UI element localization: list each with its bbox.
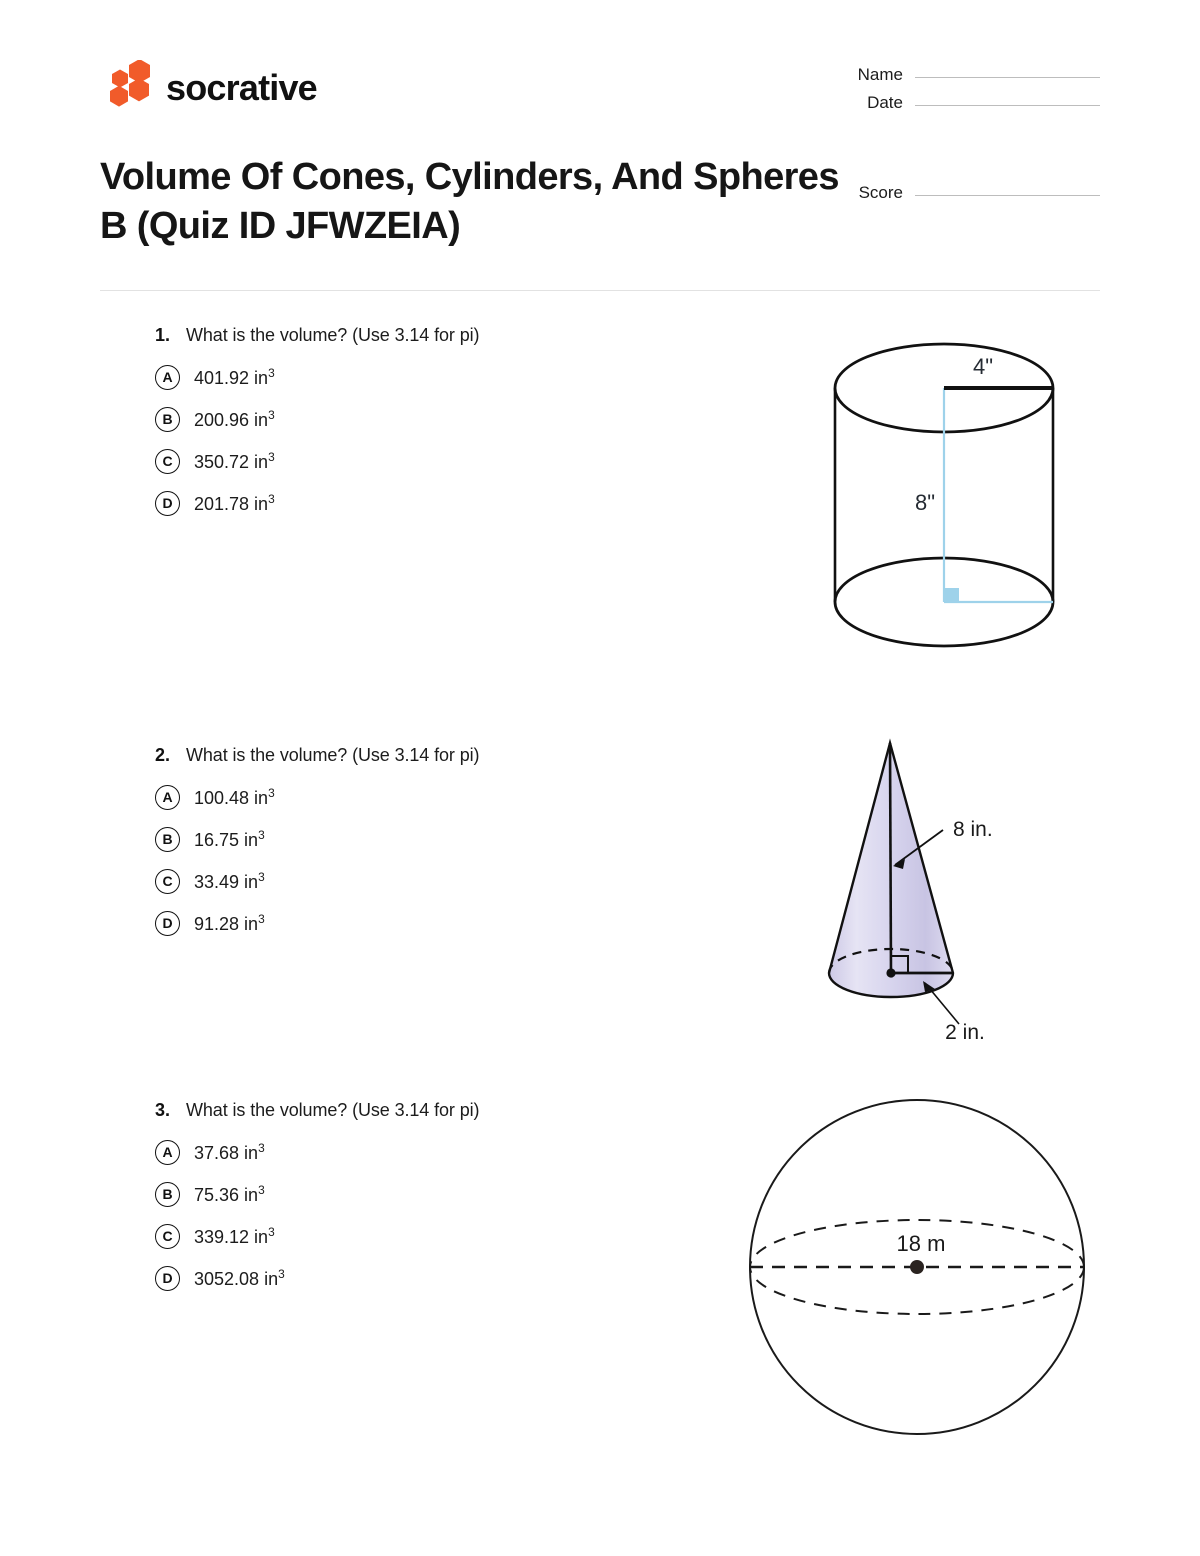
- page-title: Volume Of Cones, Cylinders, And Spheres B (Quiz ID JFWZEIA): [100, 156, 839, 247]
- choice-bubble-b[interactable]: B: [155, 827, 180, 852]
- choice-exponent-b: 3: [258, 1182, 265, 1197]
- score-row: [820, 183, 1100, 203]
- sphere-diameter-label: 18 m: [896, 1231, 946, 1256]
- name-label: Name: [857, 65, 903, 84]
- question-1-header: [155, 325, 755, 346]
- choice-bubble-a[interactable]: A: [155, 1140, 180, 1165]
- choice-exponent-a: 3: [258, 1140, 265, 1155]
- choice-label-d: [194, 912, 265, 935]
- brand-logo: [100, 60, 317, 116]
- choice-exponent-a: 3: [268, 365, 275, 380]
- choice-value-a: 401.92 in: [194, 367, 269, 388]
- cylinder-height-label: 8": [914, 490, 936, 515]
- question-2-choice-b[interactable]: [155, 818, 755, 860]
- cylinder-radius-label: 4": [972, 354, 994, 379]
- choice-label-c: [194, 1225, 275, 1248]
- choice-bubble-b[interactable]: B: [155, 407, 180, 432]
- question-3-choice-b[interactable]: [155, 1173, 755, 1215]
- question-3-choice-c[interactable]: [155, 1215, 755, 1257]
- question-3-prompt: What is the volume? (Use 3.14 for pi): [186, 1100, 480, 1120]
- choice-label-c: [194, 450, 275, 473]
- choice-exponent-b: 3: [268, 407, 275, 422]
- question-1-choice-c[interactable]: [155, 440, 755, 482]
- score-input-line[interactable]: [915, 195, 1100, 196]
- choice-value-c: 339.12 in: [194, 1226, 269, 1247]
- choice-value-d: 91.28 in: [194, 913, 259, 934]
- question-2-choice-c[interactable]: [155, 860, 755, 902]
- choice-bubble-d[interactable]: D: [155, 1266, 180, 1291]
- question-3-choice-a[interactable]: [155, 1131, 755, 1173]
- question-1-prompt: What is the volume? (Use 3.14 for pi): [186, 325, 480, 345]
- choice-exponent-d: 3: [278, 1266, 285, 1281]
- choice-bubble-c[interactable]: C: [155, 449, 180, 474]
- date-label: Date: [867, 93, 903, 112]
- page-header: [100, 55, 1100, 255]
- question-1-choice-d[interactable]: [155, 482, 755, 524]
- choice-bubble-c[interactable]: C: [155, 869, 180, 894]
- choice-label-b: [194, 408, 275, 431]
- choice-label-c: [194, 870, 265, 893]
- figure-cone: [815, 735, 1095, 1060]
- question-2-choice-a[interactable]: [155, 776, 755, 818]
- cone-radius-label: 2 in.: [945, 1021, 985, 1044]
- name-row: [820, 65, 1100, 85]
- figure-sphere: [745, 1085, 1095, 1460]
- question-3: [155, 1100, 755, 1299]
- question-1-number: 1.: [155, 325, 171, 345]
- choice-value-b: 16.75 in: [194, 829, 259, 850]
- choice-label-a: [194, 366, 275, 389]
- question-1-choice-a[interactable]: [155, 356, 755, 398]
- date-row: [820, 93, 1100, 113]
- choice-label-a: [194, 1141, 265, 1164]
- choice-bubble-c[interactable]: C: [155, 1224, 180, 1249]
- choice-label-b: [194, 828, 265, 851]
- question-3-number: 3.: [155, 1100, 171, 1120]
- student-info-block: [820, 65, 1100, 211]
- choice-bubble-d[interactable]: D: [155, 491, 180, 516]
- choice-label-d: [194, 492, 275, 515]
- header-divider: [100, 290, 1100, 291]
- question-3-choice-d[interactable]: [155, 1257, 755, 1299]
- question-3-header: [155, 1100, 755, 1121]
- question-2-header: [155, 745, 755, 766]
- choice-bubble-a[interactable]: A: [155, 365, 180, 390]
- question-1-choice-b[interactable]: [155, 398, 755, 440]
- brand-name: socrative: [166, 67, 317, 108]
- question-1: [155, 325, 755, 524]
- socrative-hex-logo-icon: [100, 60, 152, 116]
- choice-value-c: 33.49 in: [194, 871, 259, 892]
- choice-label-b: [194, 1183, 265, 1206]
- question-2-number: 2.: [155, 745, 171, 765]
- choice-exponent-c: 3: [268, 1224, 275, 1239]
- choice-bubble-d[interactable]: D: [155, 911, 180, 936]
- choice-value-a: 37.68 in: [194, 1142, 259, 1163]
- choice-label-d: [194, 1267, 285, 1290]
- figure-cylinder: [815, 330, 1075, 665]
- question-2: [155, 745, 755, 944]
- choice-value-a: 100.48 in: [194, 787, 269, 808]
- choice-exponent-c: 3: [268, 449, 275, 464]
- choice-value-c: 350.72 in: [194, 451, 269, 472]
- choice-exponent-a: 3: [268, 785, 275, 800]
- choice-bubble-b[interactable]: B: [155, 1182, 180, 1207]
- cone-height-label: 8 in.: [953, 818, 993, 841]
- score-label: Score: [858, 183, 903, 202]
- question-2-prompt: What is the volume? (Use 3.14 for pi): [186, 745, 480, 765]
- choice-value-d: 201.78 in: [194, 493, 269, 514]
- choice-value-d: 3052.08 in: [194, 1268, 279, 1289]
- date-input-line[interactable]: [915, 105, 1100, 106]
- choice-value-b: 75.36 in: [194, 1184, 259, 1205]
- choice-value-b: 200.96 in: [194, 409, 269, 430]
- question-2-choice-d[interactable]: [155, 902, 755, 944]
- choice-exponent-d: 3: [268, 491, 275, 506]
- choice-exponent-c: 3: [258, 869, 265, 884]
- name-input-line[interactable]: [915, 77, 1100, 78]
- choice-exponent-b: 3: [258, 827, 265, 842]
- choice-label-a: [194, 786, 275, 809]
- choice-exponent-d: 3: [258, 911, 265, 926]
- choice-bubble-a[interactable]: A: [155, 785, 180, 810]
